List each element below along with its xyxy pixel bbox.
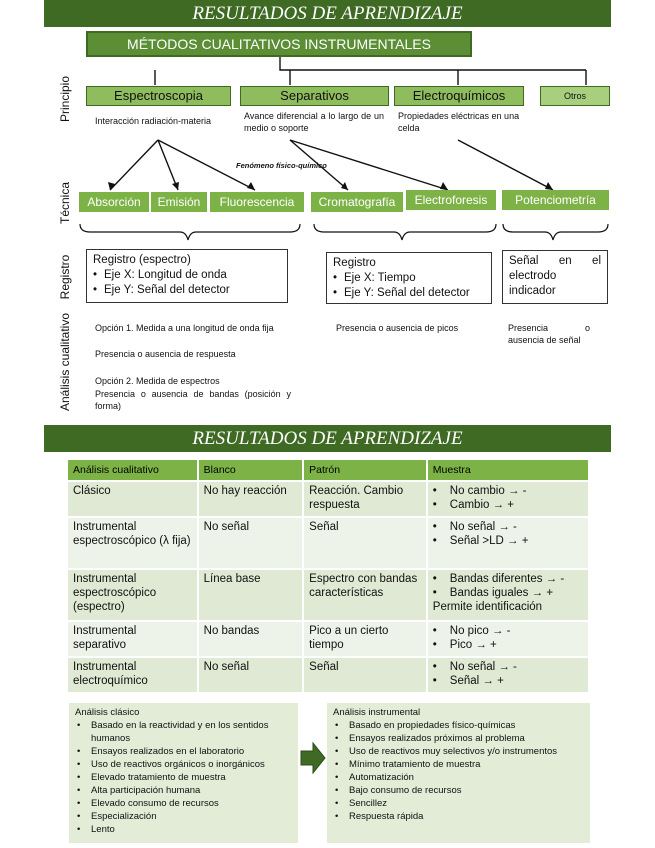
table-header-row — [67, 459, 589, 481]
table-cell: No señal — [198, 657, 304, 693]
list-item: • Ensayos realizados en el laboratorio — [75, 745, 292, 758]
principle-otros: Otros — [540, 86, 610, 106]
list-item: • Alta participación humana — [75, 784, 292, 797]
technique-emision: Emisión — [151, 192, 207, 212]
instrumental-title: Análisis instrumental — [333, 707, 421, 718]
table-header: Muestra — [427, 459, 589, 481]
table-row — [67, 481, 589, 517]
list-item: • Automatización — [333, 771, 584, 784]
analysis-spec-opt1b: Presencia o ausencia de respuesta — [95, 349, 236, 359]
principle-electroquimicos: Electroquímicos — [394, 86, 524, 106]
table-cell — [427, 517, 589, 569]
table-header: Blanco — [198, 459, 304, 481]
phenomenon-label: Fenómeno físico-químico — [236, 161, 327, 170]
desc-espectroscopia: Interacción radiación-materia — [95, 116, 212, 126]
row-label-analisis: Análisis cualitativo — [58, 312, 72, 412]
list-item: • Cambio → + — [433, 498, 583, 512]
table-cell: Instrumental espectroscópico (espectro) — [67, 569, 198, 621]
table-row — [67, 569, 589, 621]
technique-fluorescencia: Fluorescencia — [210, 192, 304, 212]
table-row — [67, 517, 589, 569]
methods-title: MÉTODOS CUALITATIVOS INSTRUMENTALES — [86, 31, 472, 57]
table-cell: No señal — [198, 517, 304, 569]
table-header: Análisis cualitativo — [67, 459, 198, 481]
analysis-spec-opt2: Opción 2. Medida de espectros — [95, 376, 220, 386]
register-sep-title: Registro — [333, 257, 376, 269]
list-item: • Bajo consumo de recursos — [333, 784, 584, 797]
list-item: • No señal → - — [433, 520, 583, 534]
register-sep-x: • Eje X: Tiempo — [333, 271, 485, 286]
list-item: • Bandas iguales → + — [433, 586, 583, 600]
analysis-sep: Presencia o ausencia de picos — [336, 323, 459, 333]
register-elec: Señal en el electrodo indicador — [502, 250, 608, 304]
list-item: • No cambio → - — [433, 484, 583, 498]
list-item: • Bandas diferentes → - — [433, 572, 583, 586]
list-item: • Señal → + — [433, 674, 583, 688]
list-item: • Mínimo tratamiento de muestra — [333, 758, 584, 771]
register-sep — [326, 252, 492, 304]
register-sep-y: • Eje Y: Señal del detector — [333, 286, 485, 301]
table-row — [67, 621, 589, 657]
desc-separativos: Avance diferencial a lo largo de un medio o soporte — [244, 111, 384, 133]
register-spectro-y: • Eje Y: Señal del detector — [93, 283, 281, 298]
table-cell: Pico a un cierto tiempo — [303, 621, 427, 657]
register-spectro-title: Registro (espectro) — [93, 254, 191, 266]
table-header: Patrón — [303, 459, 427, 481]
table-extra: Permite identificación — [432, 601, 543, 613]
table-cell: No hay reacción — [198, 481, 304, 517]
technique-absorcion: Absorción — [79, 192, 149, 212]
technique-electroforesis: Electroforesis — [406, 190, 496, 210]
list-item: • Elevado tratamiento de muestra — [75, 771, 292, 784]
banner-top: RESULTADOS DE APRENDIZAJE — [44, 0, 611, 27]
table-cell: Línea base — [198, 569, 304, 621]
classic-title: Análisis clásico — [75, 707, 140, 718]
banner-bottom: RESULTADOS DE APRENDIZAJE — [44, 425, 611, 452]
technique-cromatografia: Cromatografía — [311, 192, 403, 212]
list-item: • No señal → - — [433, 660, 583, 674]
table-cell — [427, 481, 589, 517]
table-cell: No bandas — [198, 621, 304, 657]
analysis-spec-opt2b: Presencia o ausencia de bandas (posición y forma) — [95, 389, 291, 411]
list-item: • Lento — [75, 823, 292, 836]
comparison-table — [66, 458, 590, 694]
table-row — [67, 657, 589, 693]
principle-espectroscopia: Espectroscopia — [86, 86, 231, 106]
table-cell: Clásico — [67, 481, 198, 517]
list-item: • Basado en la reactividad y en los sentidos humanos — [75, 719, 292, 745]
list-item: • Uso de reactivos orgánicos o inorgánicos — [75, 758, 292, 771]
table-cell: Reacción. Cambio respuesta — [303, 481, 427, 517]
table-cell: Espectro con bandas características — [303, 569, 427, 621]
analysis-elec: Presencia o ausencia de señal — [508, 323, 590, 345]
classic-panel — [69, 703, 298, 843]
technique-potenciometria: Potenciometría — [502, 190, 609, 210]
table-cell — [427, 621, 589, 657]
table-cell: Instrumental espectroscópico (λ fija) — [67, 517, 198, 569]
row-label-principio: Principio — [58, 75, 72, 123]
list-item: • Elevado consumo de recursos — [75, 797, 292, 810]
table-cell: Instrumental electroquímico — [67, 657, 198, 693]
list-item: • Señal >LD → + — [433, 534, 583, 548]
table-cell — [427, 657, 589, 693]
list-item: • Basado en propiedades físico-químicas — [333, 719, 584, 732]
table-cell — [427, 569, 589, 621]
instrumental-panel — [327, 703, 590, 843]
register-spectro — [86, 249, 288, 303]
register-spectro-x: • Eje X: Longitud de onda — [93, 268, 281, 283]
list-item: • No pico → - — [433, 624, 583, 638]
table-cell: Instrumental separativo — [67, 621, 198, 657]
list-item: • Uso de reactivos muy selectivos y/o instrumentos — [333, 745, 584, 758]
desc-electroquimicos: Propiedades eléctricas en una celda — [398, 111, 520, 133]
list-item: • Sencillez — [333, 797, 584, 810]
list-item: • Pico → + — [433, 638, 583, 652]
table-cell: Señal — [303, 657, 427, 693]
list-item: • Respuesta rápida — [333, 810, 584, 823]
row-label-registro: Registro — [58, 254, 72, 300]
principle-separativos: Separativos — [240, 86, 389, 106]
row-label-tecnica: Técnica — [58, 181, 72, 225]
list-item: • Especialización — [75, 810, 292, 823]
table-cell: Señal — [303, 517, 427, 569]
list-item: • Ensayos realizados próximos al problema — [333, 732, 584, 745]
analysis-spec-opt1: Opción 1. Medida a una longitud de onda fija — [95, 323, 274, 333]
arrow-right-icon — [300, 742, 326, 774]
